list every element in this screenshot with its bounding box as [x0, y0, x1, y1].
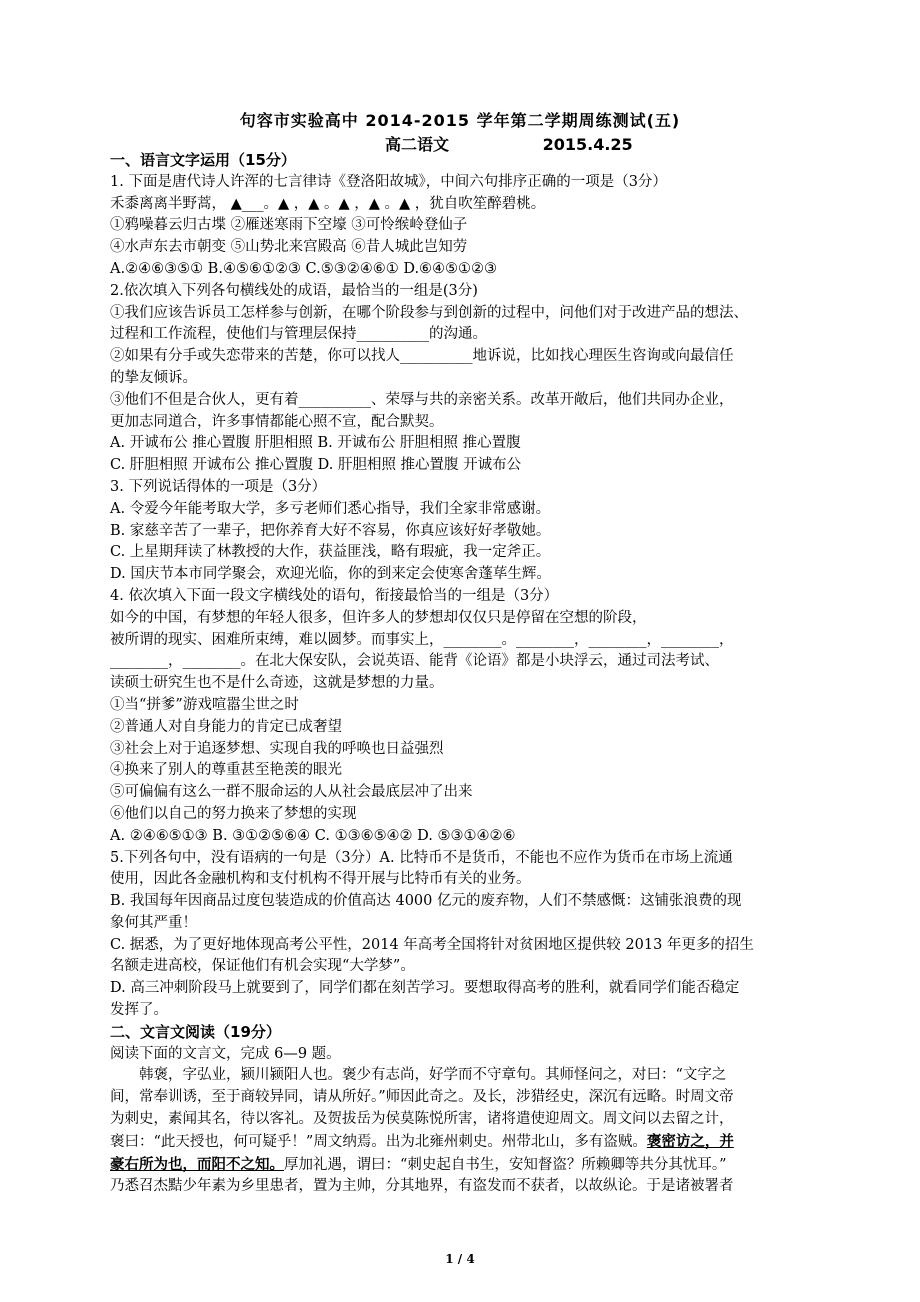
question-text: 5.下列各句中，没有语病的一句是（3分）A. 比特币不是货币，不能也不应作为货币在市场上流通: [110, 849, 733, 866]
question-text: 2.依次填入下列各句横线处的成语，最恰当的一组是(3分): [110, 282, 478, 299]
answer-option: B. 家慈辛苦了一辈子，把你养育大好不容易，你真应该好好孝敬她。: [110, 522, 551, 539]
answer-options: A. ②④⑥⑤①③ B. ③①②⑤⑥④ C. ①③⑥⑤④② D. ⑤③①④②⑥: [110, 827, 516, 844]
question-text: 使用，因此各金融机构和支付机构不得开展与比特币有关的业务。: [110, 871, 531, 888]
poem-blank-line: 禾黍离离半野蒿， ▲___。▲ ，▲ 。▲ ，▲ 。▲ ，犹自吹笙醉碧桃。: [110, 195, 546, 212]
poem-option-line: ④水声东去市朝变 ⑤山势北来宫殿高 ⑥昔人城此岂知劳: [110, 239, 468, 256]
sentence-option: ④换来了别人的尊重甚至艳羡的眼光: [110, 762, 342, 779]
answer-options: A. 开诚布公 推心置腹 肝胆相照 B. 开诚布公 肝胆相照 推心置腹: [110, 435, 521, 452]
exam-date: 2015.4.25: [542, 135, 633, 154]
question-text: ③他们不但是合伙人，更有着__________、荣辱与共的亲密关系。改革开敞后，他们共同办企业，: [110, 391, 734, 408]
section-heading: 一、语言文字运用（15分）: [110, 151, 296, 169]
passage-line: 韩褒，字弘业，颍川颍阳人也。褒少有志尚，好学而不守章句。其师怪问之，对曰：“文字之: [139, 1067, 727, 1084]
poem-option-line: ①鸦噪暮云归古堞 ②雁迷寒雨下空壕 ③可怜缑岭登仙子: [110, 217, 468, 234]
sentence-option: ①当“拼爹”游戏喧嚣尘世之时: [110, 696, 299, 713]
passage-line: [110, 1131, 810, 1154]
subject-label: 高二语文: [385, 135, 450, 154]
question-text: 更加志同道合，许多事情都能心照不宣，配合默契。: [110, 413, 444, 430]
exam-content: [110, 150, 810, 1198]
reading-instruction: 阅读下面的文言文，完成 6—9 题。: [110, 1045, 341, 1062]
answer-option: C. 据悉，为了更好地体现高考公平性，2014 年高考全国将针对贫困地区提供较 2013 年更多的招生: [110, 936, 754, 953]
question-text: ②如果有分手或失恋带来的苦楚，你可以找人__________地诉说，比如找心理医生咨询或向最信任: [110, 348, 734, 365]
question-text: 3. 下列说话得体的一项是（3分）: [110, 478, 327, 495]
section-heading: 二、文言文阅读（19分）: [110, 1022, 281, 1041]
answer-option: C. 上星期拜读了林教授的大作，获益匪浅，略有瑕疵，我一定斧正。: [110, 544, 551, 561]
passage-line: 间，常奉训诱，至于商较异同，请从所好。”师因此奇之。及长，涉猎经史，深沉有远略。时周文帝: [110, 1089, 734, 1106]
question-text: 被所谓的现实、困难所束缚，难以圆梦。而事实上，________。________，________，________，: [110, 631, 734, 648]
passage-text: 厚加礼遇，谓曰：“刺史起自书生，安知督盗？所赖卿等共分其忧耳。”: [284, 1156, 727, 1173]
answer-options: C. 肝胆相照 开诚布公 推心置腹 D. 肝胆相照 推心置腹 开诚布公: [110, 457, 522, 474]
answer-option: 象何其严重！: [110, 914, 197, 931]
answer-options: A.②④⑥③⑤① B.④⑤⑥①②③ C.⑤③②④⑥① D.⑥④⑤①②③: [110, 260, 498, 277]
sentence-option: ⑥他们以自己的努力换来了梦想的实现: [110, 805, 357, 822]
question-text: 的挚友倾诉。: [110, 369, 197, 386]
passage-line: [110, 1154, 810, 1177]
question-text: ①我们应该告诉员工怎样参与创新，在哪个阶段参与到创新的过程中，问他们对于改进产品的想法、: [110, 304, 748, 321]
answer-option: D. 高三冲刺阶段马上就要到了，同学们都在刻苦学习。要想取得高考的胜利，就看同学们能否稳定: [110, 980, 740, 997]
sentence-option: ③社会上对于追逐梦想、实现自我的呼唤也日益强烈: [110, 740, 444, 757]
question-text: 1. 下面是唐代诗人许浑的七言律诗《登洛阳故城》，中间六句排序正确的一项是（3分）: [110, 173, 667, 190]
sentence-option: ②普通人对自身能力的肯定已成奢望: [110, 718, 342, 735]
question-text: 读硕士研究生也不是什么奇迹，这就是梦想的力量。: [110, 675, 444, 692]
answer-option: B. 我国每年因商品过度包装造成的价值高达 4000 亿元的废弃物，人们不禁感慨：这铺张浪费的现: [110, 893, 742, 910]
sentence-option: ⑤可偏偏有这么一群不服命运的人从社会最底层冲了出来: [110, 784, 473, 801]
underlined-sentence: 豪右所为也，而阳不之知。: [110, 1155, 284, 1173]
answer-option: A. 令爱今年能考取大学，多亏老师们悉心指导，我们全家非常感谢。: [110, 500, 551, 517]
exam-title: 句容市实验高中 2014-2015 学年第二学期周练测试(五): [239, 111, 681, 130]
underlined-sentence: 褒密访之，并: [646, 1132, 734, 1150]
passage-line: 乃悉召杰黠少年素为乡里患者，置为主帅，分其地界，有盗发而不获者，以故纵论。于是诸被署者: [110, 1178, 734, 1195]
passage-line: 为刺史，素闻其名，待以客礼。及贺拔岳为侯莫陈悦所害，诸将遣使迎周文。周文问以去留之计，: [110, 1111, 734, 1128]
answer-option: 发挥了。: [110, 1002, 168, 1019]
question-text: 4. 依次填入下面一段文字横线处的语句，衔接最恰当的一组是（3分）: [110, 587, 559, 604]
answer-option: 名额走进高校，保证他们有机会实现“大学梦”。: [110, 958, 415, 975]
page-number: 1 / 4: [445, 1252, 475, 1266]
question-text: 如今的中国，有梦想的年轻人很多，但许多人的梦想却仅仅只是停留在空想的阶段，: [110, 609, 647, 626]
passage-text: 褒曰：“此天授也，何可疑乎！”周文纳焉。出为北雍州刺史。州带北山，多有盗贼。: [110, 1133, 647, 1150]
question-text: ________，________。在北大保安队，会说英语、能背《论语》都是小块浮云，通过司法考试、: [110, 653, 719, 670]
question-text: 过程和工作流程，使他们与管理层保持__________的沟通。: [110, 326, 487, 343]
answer-option: D. 国庆节本市同学聚会，欢迎光临，你的到来定会使寒舍蓬荜生辉。: [110, 566, 551, 583]
